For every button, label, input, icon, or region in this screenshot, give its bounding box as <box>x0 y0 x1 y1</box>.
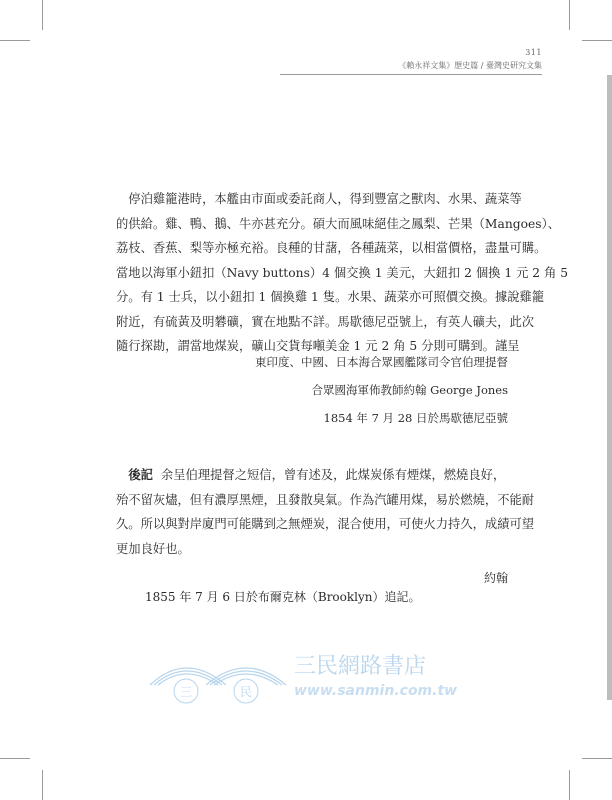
postscript <box>116 463 535 561</box>
side-tab <box>607 75 612 700</box>
text-line: 當地以海軍小鈕扣（Navy buttons）4 個交換 1 美元，大鈕扣 2 個換 1 元 2 角 5 <box>116 265 569 280</box>
crop-mark <box>569 0 570 30</box>
running-head: 《賴永祥文集》歷史篇 / 臺灣史研究文集 <box>398 61 542 70</box>
crop-mark <box>569 770 570 800</box>
text-line: 荔枝、香蕉、梨等亦極充裕。良種的甘藷，各種蔬菜，以相當價格，盡量可購。 <box>116 241 547 255</box>
text-line: 停泊雞籠港時，本艦由市面或委託商人，得到豐富之獸肉、水果、蔬菜等 <box>116 192 522 206</box>
text-line: 隨行探勘，謂當地煤炭，礦山交貨每噸美金 1 元 2 角 5 分則可購到。謹呈 <box>116 339 520 353</box>
sanmin-watermark-logo <box>146 645 466 705</box>
letter-body <box>116 187 569 359</box>
wave-logo-icon <box>150 668 286 685</box>
text-line: 殆不留灰燼，但有濃厚黑煙，且發散臭氣。作為汽罐用煤，易於燃燒，不能耐 <box>116 492 535 507</box>
page-number: 311 <box>525 48 542 57</box>
crop-mark <box>42 770 43 800</box>
date-line: 1854 年 7 月 28 日於馬歇德尼亞號 <box>323 411 508 425</box>
text-line: 更加良好也。 <box>116 541 190 556</box>
text-line: 余呈伯理提督之短信，曾有述及，此煤炭係有煙煤，燃燒良好， <box>160 468 506 482</box>
author-line: 合眾國海軍佈教師約翰 George Jones <box>311 383 508 397</box>
postscript-signature: 約翰 <box>483 571 508 585</box>
postscript-label: 後記 <box>128 467 153 482</box>
crop-mark <box>582 40 612 41</box>
crop-mark <box>42 0 43 30</box>
watermark-circle-text: 三 <box>179 685 193 699</box>
watermark-brand-text: 三民網路書店 <box>294 654 427 679</box>
crop-mark <box>582 758 612 759</box>
watermark-circle-text: 民 <box>239 685 253 699</box>
crop-mark <box>0 40 30 41</box>
header-rule <box>280 74 542 75</box>
watermark-url-text: www.sanmin.com.tw <box>294 683 458 699</box>
text-line: 分。有 1 士兵，以小鈕扣 1 個換雞 1 隻。水果、蔬菜亦可照價交換。據說雞籠 <box>116 290 545 304</box>
text-line: 的供給。雞、鴨、鵝、牛亦甚充分。碩大而風味絕佳之鳳梨、芒果（Mangoes）、 <box>116 216 561 231</box>
text-line: 附近，有硫黃及明礬礦，實在地點不詳。馬歇德尼亞號上，有英人礦夫，此次 <box>116 314 535 329</box>
addressee-line: 東印度、中國、日本海合眾國艦隊司令官伯理提督 <box>255 355 508 369</box>
postscript-date: 1855 年 7 月 6 日於布爾克林（Brooklyn）追記。 <box>145 590 421 604</box>
text-line: 久。所以與對岸廈門可能購到之無煙炭，混合使用，可使火力持久，成績可望 <box>116 517 535 531</box>
crop-mark <box>0 758 30 759</box>
